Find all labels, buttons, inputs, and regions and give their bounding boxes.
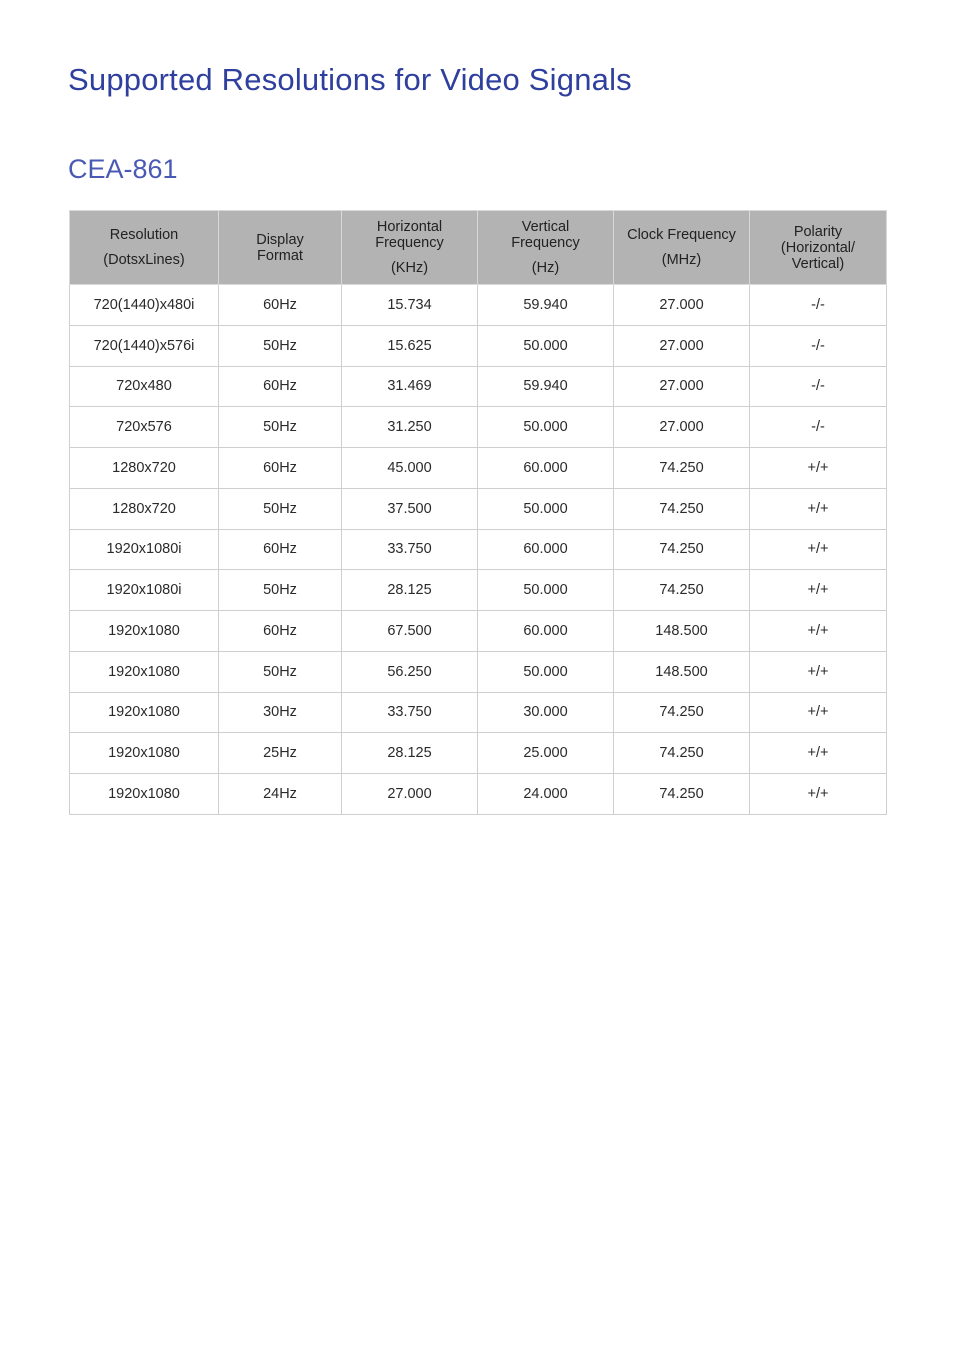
cell-resolution: 1280x720 [70, 488, 219, 529]
cell-vertical-frequency: 60.000 [478, 529, 614, 570]
header-vertical-frequency: Vertical Frequency (Hz) [478, 211, 614, 285]
cell-horizontal-frequency: 37.500 [342, 488, 478, 529]
cell-horizontal-frequency: 15.734 [342, 285, 478, 326]
cell-horizontal-frequency: 56.250 [342, 651, 478, 692]
cell-clock-frequency: 74.250 [614, 733, 750, 774]
cell-vertical-frequency: 50.000 [478, 407, 614, 448]
cell-polarity: +/+ [750, 651, 887, 692]
cell-vertical-frequency: 50.000 [478, 488, 614, 529]
table-row [70, 570, 887, 611]
cell-clock-frequency: 74.250 [614, 488, 750, 529]
cell-polarity: -/- [750, 366, 887, 407]
cell-polarity: +/+ [750, 488, 887, 529]
cell-vertical-frequency: 59.940 [478, 285, 614, 326]
cell-clock-frequency: 148.500 [614, 611, 750, 652]
cell-resolution: 1920x1080i [70, 570, 219, 611]
table-row [70, 366, 887, 407]
cell-vertical-frequency: 59.940 [478, 366, 614, 407]
table-row [70, 285, 887, 326]
cell-polarity: -/- [750, 407, 887, 448]
cell-polarity: +/+ [750, 570, 887, 611]
cell-horizontal-frequency: 31.250 [342, 407, 478, 448]
cell-resolution: 720x480 [70, 366, 219, 407]
header-clock-frequency: Clock Frequency (MHz) [614, 211, 750, 285]
cell-polarity: +/+ [750, 448, 887, 489]
cell-horizontal-frequency: 28.125 [342, 570, 478, 611]
header-display-format: Display Format [219, 211, 342, 285]
cell-resolution: 1920x1080 [70, 611, 219, 652]
cell-polarity: +/+ [750, 611, 887, 652]
cell-horizontal-frequency: 45.000 [342, 448, 478, 489]
cell-resolution: 720(1440)x576i [70, 325, 219, 366]
table-row [70, 611, 887, 652]
cell-horizontal-frequency: 33.750 [342, 692, 478, 733]
cell-clock-frequency: 74.250 [614, 692, 750, 733]
table-row [70, 448, 887, 489]
header-polarity: Polarity (Horizontal/ Vertical) [750, 211, 887, 285]
cell-vertical-frequency: 50.000 [478, 570, 614, 611]
cell-horizontal-frequency: 15.625 [342, 325, 478, 366]
cell-display-format: 60Hz [219, 448, 342, 489]
cell-clock-frequency: 74.250 [614, 448, 750, 489]
header-resolution: Resolution (DotsxLines) [70, 211, 219, 285]
table-row [70, 407, 887, 448]
cell-vertical-frequency: 25.000 [478, 733, 614, 774]
cell-display-format: 60Hz [219, 529, 342, 570]
table-row [70, 488, 887, 529]
cell-resolution: 720(1440)x480i [70, 285, 219, 326]
table-row [70, 774, 887, 815]
cell-polarity: +/+ [750, 774, 887, 815]
cell-resolution: 1920x1080 [70, 774, 219, 815]
cell-display-format: 50Hz [219, 651, 342, 692]
table-row [70, 529, 887, 570]
cell-polarity: +/+ [750, 733, 887, 774]
cell-horizontal-frequency: 27.000 [342, 774, 478, 815]
cell-display-format: 25Hz [219, 733, 342, 774]
cell-resolution: 1920x1080i [70, 529, 219, 570]
cell-clock-frequency: 74.250 [614, 570, 750, 611]
cell-polarity: +/+ [750, 529, 887, 570]
cell-display-format: 50Hz [219, 570, 342, 611]
cell-display-format: 50Hz [219, 407, 342, 448]
table-row [70, 325, 887, 366]
table-row [70, 651, 887, 692]
cell-resolution: 1280x720 [70, 448, 219, 489]
cell-display-format: 50Hz [219, 325, 342, 366]
cell-display-format: 24Hz [219, 774, 342, 815]
cell-horizontal-frequency: 67.500 [342, 611, 478, 652]
cell-display-format: 60Hz [219, 285, 342, 326]
cell-display-format: 50Hz [219, 488, 342, 529]
cell-vertical-frequency: 60.000 [478, 448, 614, 489]
cell-vertical-frequency: 60.000 [478, 611, 614, 652]
resolution-table [69, 210, 887, 815]
cell-display-format: 30Hz [219, 692, 342, 733]
table-row [70, 692, 887, 733]
cell-polarity: -/- [750, 325, 887, 366]
cell-clock-frequency: 27.000 [614, 285, 750, 326]
page-title: Supported Resolutions for Video Signals [68, 62, 632, 97]
header-horizontal-frequency: Horizontal Frequency (KHz) [342, 211, 478, 285]
header-row [70, 211, 887, 285]
cell-clock-frequency: 74.250 [614, 529, 750, 570]
cell-vertical-frequency: 24.000 [478, 774, 614, 815]
section-title: CEA-861 [68, 154, 178, 184]
cell-display-format: 60Hz [219, 611, 342, 652]
cell-resolution: 720x576 [70, 407, 219, 448]
table-header [70, 211, 887, 285]
table-row [70, 733, 887, 774]
cell-resolution: 1920x1080 [70, 692, 219, 733]
cell-polarity: +/+ [750, 692, 887, 733]
cell-clock-frequency: 27.000 [614, 325, 750, 366]
cell-clock-frequency: 27.000 [614, 366, 750, 407]
cell-clock-frequency: 74.250 [614, 774, 750, 815]
cell-polarity: -/- [750, 285, 887, 326]
cell-clock-frequency: 148.500 [614, 651, 750, 692]
cell-display-format: 60Hz [219, 366, 342, 407]
cell-horizontal-frequency: 28.125 [342, 733, 478, 774]
table-body [70, 285, 887, 815]
cell-resolution: 1920x1080 [70, 651, 219, 692]
cell-vertical-frequency: 50.000 [478, 651, 614, 692]
cell-vertical-frequency: 50.000 [478, 325, 614, 366]
cell-vertical-frequency: 30.000 [478, 692, 614, 733]
cell-horizontal-frequency: 31.469 [342, 366, 478, 407]
cell-clock-frequency: 27.000 [614, 407, 750, 448]
cell-resolution: 1920x1080 [70, 733, 219, 774]
cell-horizontal-frequency: 33.750 [342, 529, 478, 570]
